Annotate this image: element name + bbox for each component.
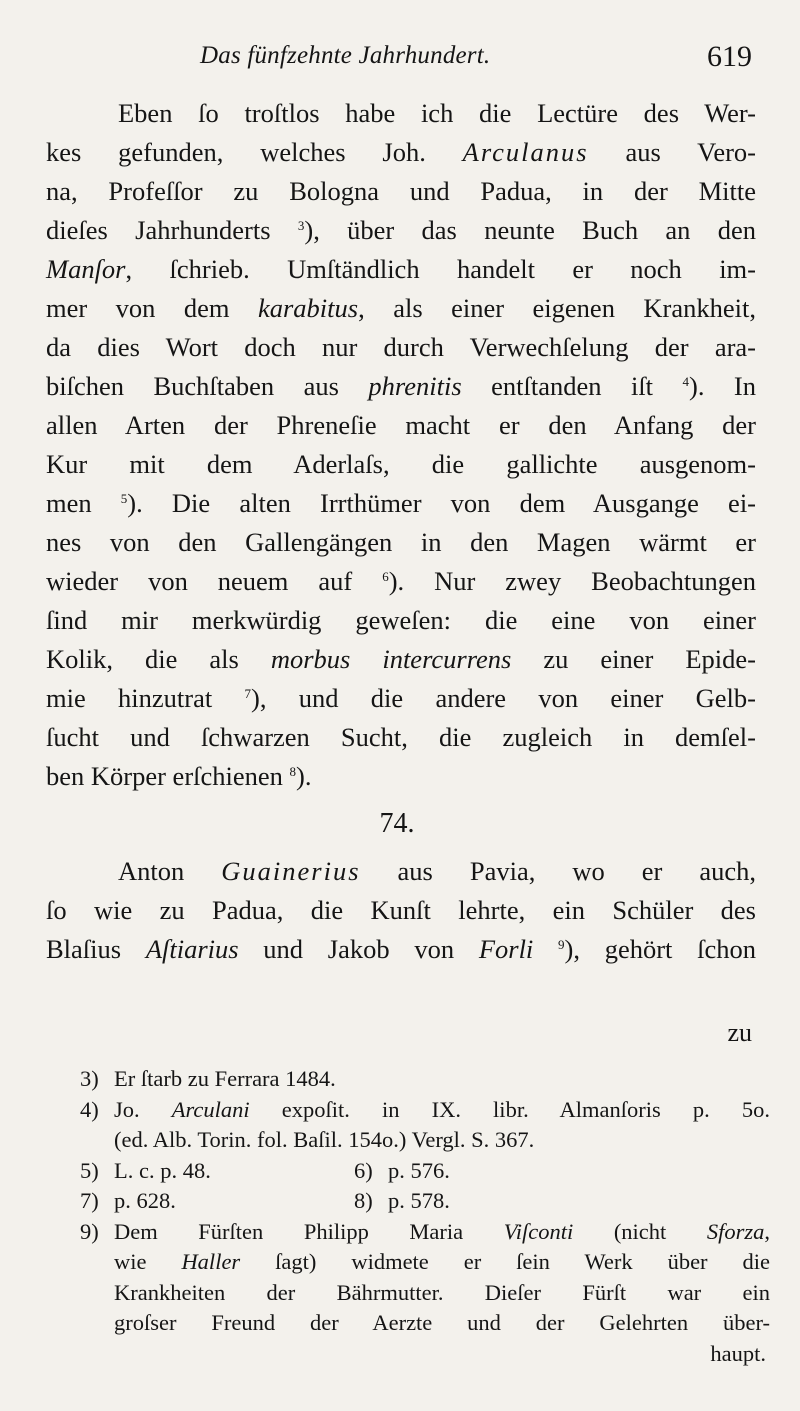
- footnote-line: [80, 1095, 770, 1126]
- section-number: 74.: [379, 808, 415, 839]
- text-run: dieſes Jahrhunderts: [46, 215, 298, 245]
- text-line: [46, 172, 756, 211]
- running-head: Das fünfzehnte Jahrhundert.: [200, 42, 491, 69]
- text-run: men: [46, 488, 121, 518]
- text-line: [46, 94, 756, 133]
- text-line: [46, 367, 756, 406]
- text-run: da dies Wort doch nur durch Verwechſelung der ara-: [46, 332, 756, 362]
- text-run: mie hinzutrat: [46, 683, 245, 713]
- text-run: zu einer Epide-: [511, 644, 756, 674]
- text-run: ſagt) widmete er ſein Werk über die: [240, 1249, 770, 1274]
- text-line: [46, 133, 756, 172]
- catchword: zu: [727, 1018, 752, 1047]
- footnote-7-8: [80, 1186, 770, 1217]
- text-line: [46, 445, 756, 484]
- footnote-8: [354, 1186, 450, 1217]
- text-run: entſtanden iſt: [461, 371, 683, 401]
- text-line: [46, 484, 756, 523]
- text-line: [46, 289, 756, 328]
- footnote-text: Er ſtarb zu Ferrara 1484.: [114, 1066, 336, 1091]
- text-run: Aſtiarius: [145, 934, 239, 964]
- text-run: ſind mir merkwürdig geweſen: die eine von einer: [46, 605, 756, 635]
- footnote-text: L. c. p. 48.: [114, 1157, 211, 1183]
- text-run: und Jakob von: [238, 934, 479, 964]
- footnote-ref: 9: [558, 937, 565, 952]
- text-run: nes von den Gallengängen in den Magen wärmt er: [46, 527, 756, 557]
- footnote-line: [80, 1247, 770, 1278]
- main-text: [46, 94, 756, 969]
- footnote-number: 4): [80, 1096, 99, 1122]
- text-run: wie: [114, 1249, 182, 1274]
- text-line: [46, 640, 756, 679]
- text-line: [46, 211, 756, 250]
- text-run: Viſconti: [503, 1218, 574, 1244]
- text-run: Dem Fürſten Philipp Maria: [114, 1218, 504, 1244]
- footnotes: [80, 1064, 770, 1369]
- footnote-6: [354, 1156, 450, 1187]
- text-run: ), gehört ſchon: [564, 934, 757, 964]
- text-line: [46, 930, 756, 969]
- text-run: expoſit. in IX. libr. Almanſoris p. 5o.: [249, 1096, 771, 1122]
- text-run: ben Körper erſchienen: [46, 761, 290, 791]
- footnote-line: [80, 1278, 770, 1309]
- text-run: Arculani: [171, 1096, 250, 1122]
- text-run: Sforza: [706, 1218, 765, 1244]
- text-line: [46, 523, 756, 562]
- footnote-3: [80, 1064, 770, 1095]
- page-number: 619: [707, 40, 752, 73]
- text-line: [46, 328, 756, 367]
- text-line: [46, 679, 756, 718]
- footnote-4: [80, 1095, 770, 1156]
- text-run: groſser Freund der Aerzte und der Gelehrten über-: [114, 1310, 770, 1335]
- text-run: ). Nur zwey Beobachtungen: [388, 566, 756, 596]
- text-run: , ſchrieb. Umſtändlich handelt er noch im-: [125, 254, 756, 284]
- text-run: ſucht und ſchwarzen Sucht, die zugleich in demſel-: [46, 722, 756, 752]
- footnote-ref: 8: [289, 764, 297, 779]
- text-run: Eben ſo troſtlos habe ich die Lectüre des Wer-: [118, 98, 756, 128]
- footnote-ref: 5: [120, 491, 128, 506]
- footnote-number: 8): [354, 1188, 373, 1213]
- text-run: ).: [296, 761, 312, 791]
- footnote-text: p. 576.: [388, 1157, 450, 1183]
- text-run: ,: [764, 1218, 770, 1244]
- text-run: ). Die alten Irrthümer von dem Ausgange ei-: [127, 488, 757, 518]
- footnote-text: p. 628.: [114, 1188, 176, 1213]
- footnote-text: p. 578.: [388, 1188, 450, 1213]
- text-line: [46, 852, 756, 891]
- text-run: Manſor: [46, 254, 126, 284]
- footnote-number: 6): [354, 1157, 373, 1183]
- text-run: Forli: [478, 934, 534, 964]
- text-run: na, Profeſſor zu Bologna und Padua, in der Mitte: [46, 176, 756, 206]
- footnote-ref: 7: [244, 686, 252, 701]
- footnote-5-6: [80, 1156, 770, 1187]
- footnote-ref: 4: [682, 374, 690, 389]
- text-run: mer von dem: [46, 293, 258, 323]
- text-run: Haller: [181, 1249, 241, 1274]
- text-run: aus Vero-: [588, 137, 756, 167]
- footnote-line: [80, 1217, 770, 1248]
- footnote-number: 5): [80, 1157, 99, 1183]
- footnote-line-end: haupt.: [710, 1340, 766, 1366]
- footnote-ref: 3: [297, 218, 305, 233]
- text-line: [46, 250, 756, 289]
- text-run: phrenitis: [368, 371, 462, 401]
- text-run: (ed. Alb. Torin. fol. Baſil. 154o.) Vergl. S. 367.: [114, 1127, 535, 1152]
- text-run: Guainerius: [221, 856, 361, 886]
- text-run: Jo.: [114, 1096, 172, 1122]
- paragraph-2: [46, 852, 756, 969]
- text-run: , als einer eigenen Krankheit,: [358, 293, 756, 323]
- footnote-number: 7): [80, 1188, 99, 1213]
- footnote-number: 9): [80, 1218, 99, 1244]
- text-run: Blaſius: [46, 934, 146, 964]
- text-line: [46, 406, 756, 445]
- text-run: allen Arten der Phreneſie macht er den Anfang der: [46, 410, 756, 440]
- text-run: Arculanus: [462, 137, 589, 167]
- text-run: aus Pavia, wo er auch,: [360, 856, 757, 886]
- text-run: ), und die andere von einer Gelb-: [251, 683, 756, 713]
- text-run: biſchen Buchſtaben aus: [46, 371, 369, 401]
- text-line: [46, 601, 756, 640]
- text-run: (nicht: [573, 1218, 707, 1244]
- text-run: Kolik, die als: [46, 644, 271, 674]
- text-run: [533, 934, 558, 964]
- text-run: karabitus: [257, 293, 359, 323]
- text-run: morbus intercurrens: [270, 644, 512, 674]
- text-line: [46, 562, 756, 601]
- paragraph-1: [46, 94, 756, 796]
- footnote-number: 3): [80, 1066, 99, 1091]
- text-run: Anton: [118, 856, 222, 886]
- text-line: [46, 718, 756, 757]
- text-run: ſo wie zu Padua, die Kunſt lehrte, ein Schüler des: [46, 895, 756, 925]
- text-line: [46, 757, 756, 796]
- text-run: Kur mit dem Aderlaſs, die gallichte ausgenom-: [46, 449, 756, 479]
- footnote-line: [80, 1308, 770, 1339]
- text-run: Krankheiten der Bährmutter. Dieſer Fürſt war ein: [114, 1279, 770, 1305]
- text-run: ), über das neunte Buch an den: [304, 215, 756, 245]
- footnote-9: [80, 1217, 770, 1370]
- text-run: ). In: [689, 371, 757, 401]
- footnote-ref: 6: [382, 569, 389, 584]
- text-run: wieder von neuem auf: [46, 566, 383, 596]
- text-line: [46, 891, 756, 930]
- text-run: kes gefunden, welches Joh.: [46, 137, 463, 167]
- footnote-line: [80, 1125, 770, 1156]
